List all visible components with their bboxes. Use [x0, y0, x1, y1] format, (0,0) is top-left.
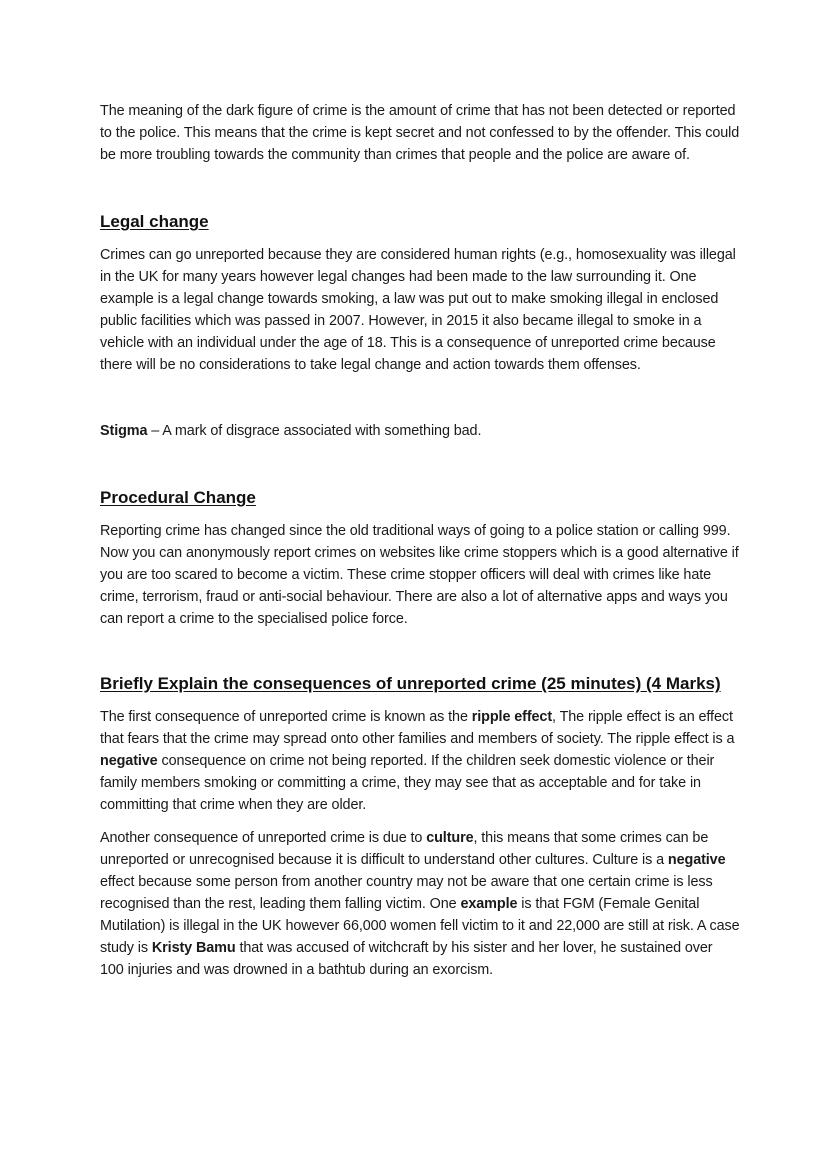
text-run: , this means that some crimes can be unreported or unrecognised because it is difficult to understand other cultures. Culture is a: [100, 830, 709, 868]
text-run: that was accused of witchcraft by his sister and her lover, he sustained over 100 injuries and was drowned in a bathtub during an exorcism.: [100, 940, 713, 978]
text-run: The first consequence of unreported crime is known as the: [100, 709, 472, 725]
procedural-change-heading: Procedural Change: [100, 488, 256, 507]
legal-change-heading: Legal change: [100, 212, 209, 231]
bold-term-negative: negative: [100, 753, 158, 769]
document-page: [100, 100, 740, 981]
bold-term-negative: negative: [667, 852, 726, 868]
bold-term-culture: culture: [426, 830, 474, 846]
bold-term-example: example: [460, 896, 518, 912]
stigma-term: Stigma: [100, 423, 148, 439]
text-run: effect because some person from another country may not be aware that one certain crime is less recognised than the rest, leading them falling victim. One: [100, 874, 713, 912]
text-run: , The ripple effect is an effect that fears that the crime may spread onto other families and members of society. The ripple effect is a: [100, 709, 735, 747]
ripple-effect-paragraph: [100, 706, 740, 816]
bold-term-ripple-effect: ripple effect: [471, 709, 553, 725]
intro-paragraph: The meaning of the dark figure of crime is the amount of crime that has not been detected or reported to the police. This means that the crime is kept secret and not confessed to by the offender. This could be more troubling towards the community than crimes that people and the police are aware of.: [100, 103, 740, 163]
bold-term-kristy-bamu: Kristy Bamu: [151, 940, 236, 956]
consequences-heading: Briefly Explain the consequences of unreported crime (25 minutes) (4 Marks): [100, 674, 721, 693]
stigma-definition: [100, 420, 740, 442]
procedural-change-paragraph: Reporting crime has changed since the old traditional ways of going to a police station or calling 999. Now you can anonymously report crimes on websites like crime stoppers which is a good alternative if you are too scared to become a victim. These crime stopper officers will deal with crimes like hate crime, terrorism, fraud or anti-social behaviour. There are also a lot of alternative apps and ways you can report a crime to the specialised police force.: [100, 523, 739, 627]
text-run: Another consequence of unreported crime is due to: [100, 830, 427, 846]
text-run: is that FGM (Female Genital Mutilation) is illegal in the UK however 66,000 women fell victim to it and 22,000 are still at risk. A case study is: [100, 896, 740, 956]
stigma-definition-text: – A mark of disgrace associated with something bad.: [147, 423, 482, 439]
legal-change-paragraph: Crimes can go unreported because they are considered human rights (e.g., homosexuality was illegal in the UK for many years however legal changes had been made to the law surrounding it. One example is a legal change towards smoking, a law was put out to make smoking illegal in enclosed public facilities which was passed in 2007. However, in 2015 it also became illegal to smoke in a vehicle with an individual under the age of 18. This is a consequence of unreported crime because there will be no considerations to take legal change and action towards them offenses.: [100, 247, 736, 373]
culture-paragraph: [100, 827, 740, 981]
text-run: consequence on crime not being reported. If the children seek domestic violence or their family members smoking or committing a crime, they may see that as acceptable and for take in committing that crime when they are older.: [100, 753, 715, 813]
